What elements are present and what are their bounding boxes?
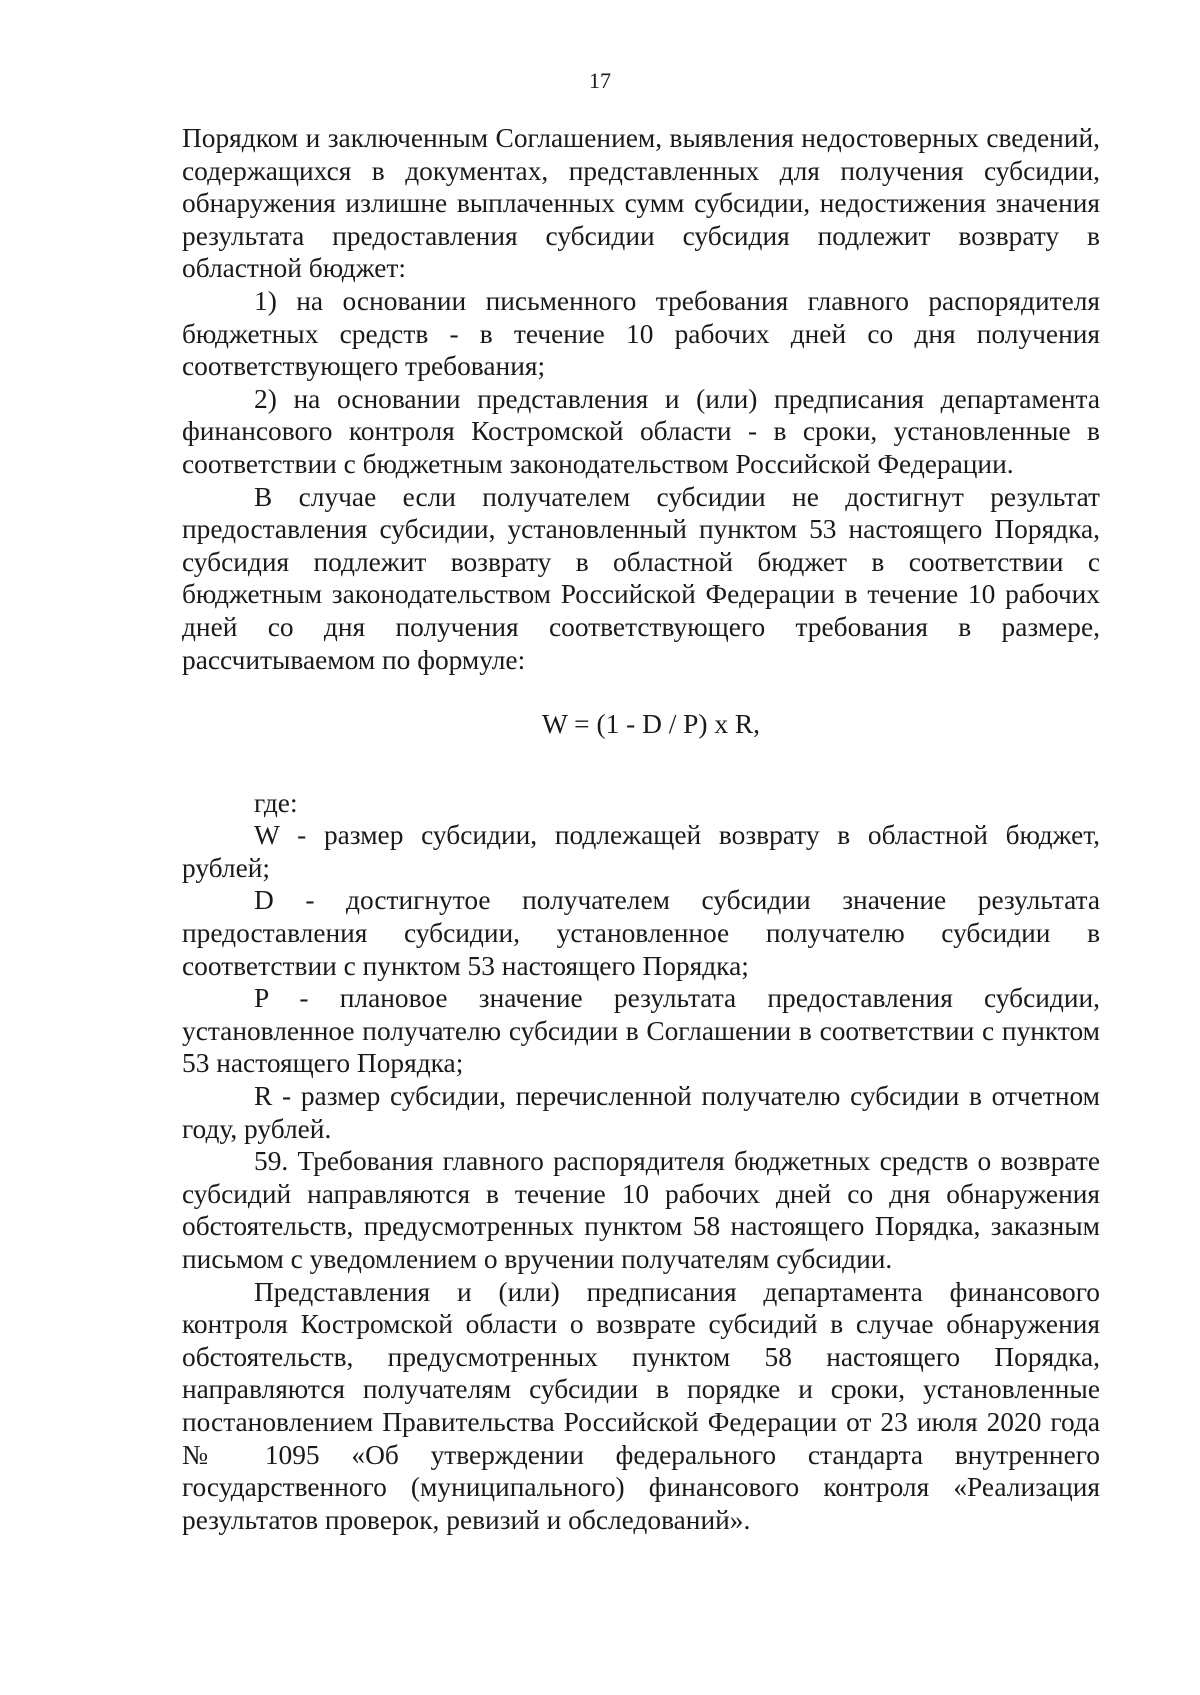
page-number: 17 <box>589 68 611 93</box>
definition-p: P - плановое значение результата предоставления субсидии, установленное получателю субсидии в Соглашении в соответствии с пунктом 53 настоящего Порядка; <box>182 983 1100 1079</box>
definition-r: R - размер субсидии, перечисленной получателю субсидии в отчетном году, рублей. <box>182 1081 1100 1144</box>
paragraph-continuation: Порядком и заключенным Соглашением, выявления недостоверных сведений, содержащихся в документах, представленных для получения субсидии, обнаружения излишне выплаченных сумм субсидии, недостижения значения результата предоставления субсидии субсидия подлежит возврату в областной бюджет: <box>182 123 1100 284</box>
definition-w: W - размер субсидии, подлежащей возврату в областной бюджет, рублей; <box>182 820 1100 883</box>
list-item-1: 1) на основании письменного требования главного распорядителя бюджетных средств - в течение 10 рабочих дней со дня получения соответствующего требования; <box>182 285 1100 382</box>
list-item-2: 2) на основании представления и (или) предписания департамента финансового контроля Костромской области - в сроки, установленные в соответствии с бюджетным законодательством Российской Федерации. <box>182 383 1100 479</box>
refund-formula: W = (1 - D / P) x R, <box>541 709 761 740</box>
paragraph-59: 59. Требования главного распорядителя бюджетных средств о возврате субсидий направляются в течение 10 рабочих дней со дня обнаружения обстоятельств, предусмотренных пунктом 58 настоящего Порядка, заказным письмом с уведомлением о вручении получателям субсидии. <box>182 1146 1100 1274</box>
formula-where-label: где: <box>254 787 298 818</box>
paragraph-final: Представления и (или) предписания департамента финансового контроля Костромской области о возврате субсидий в случае обнаружения обстоятельств, предусмотренных пунктом 58 настоящего Порядка, направляются получателям субсидии в порядке и сроки, установленные постановлением Правительства Российской Федерации от 23 июля 2020 года № 1095 «Об утверждении федерального стандарта внутреннего государственного (муниципального) финансового контроля «Реализация результатов проверок, ревизий и обследований». <box>182 1276 1100 1535</box>
document-body <box>182 122 1100 1536</box>
definition-d: D - достигнутое получателем субсидии значение результата предоставления субсидии, установленное получателю субсидии в соответствии с пунктом 53 настоящего Порядка; <box>182 885 1100 981</box>
paragraph-refund-condition: В случае если получателем субсидии не достигнут результат предоставления субсидии, установленный пунктом 53 настоящего Порядка, субсидия подлежит возврату в областной бюджет в соответствии с бюджетным законодательством Российской Федерации в течение 10 рабочих дней со дня получения соответствующего требования в размере, рассчитываемом по формуле: <box>182 481 1100 675</box>
